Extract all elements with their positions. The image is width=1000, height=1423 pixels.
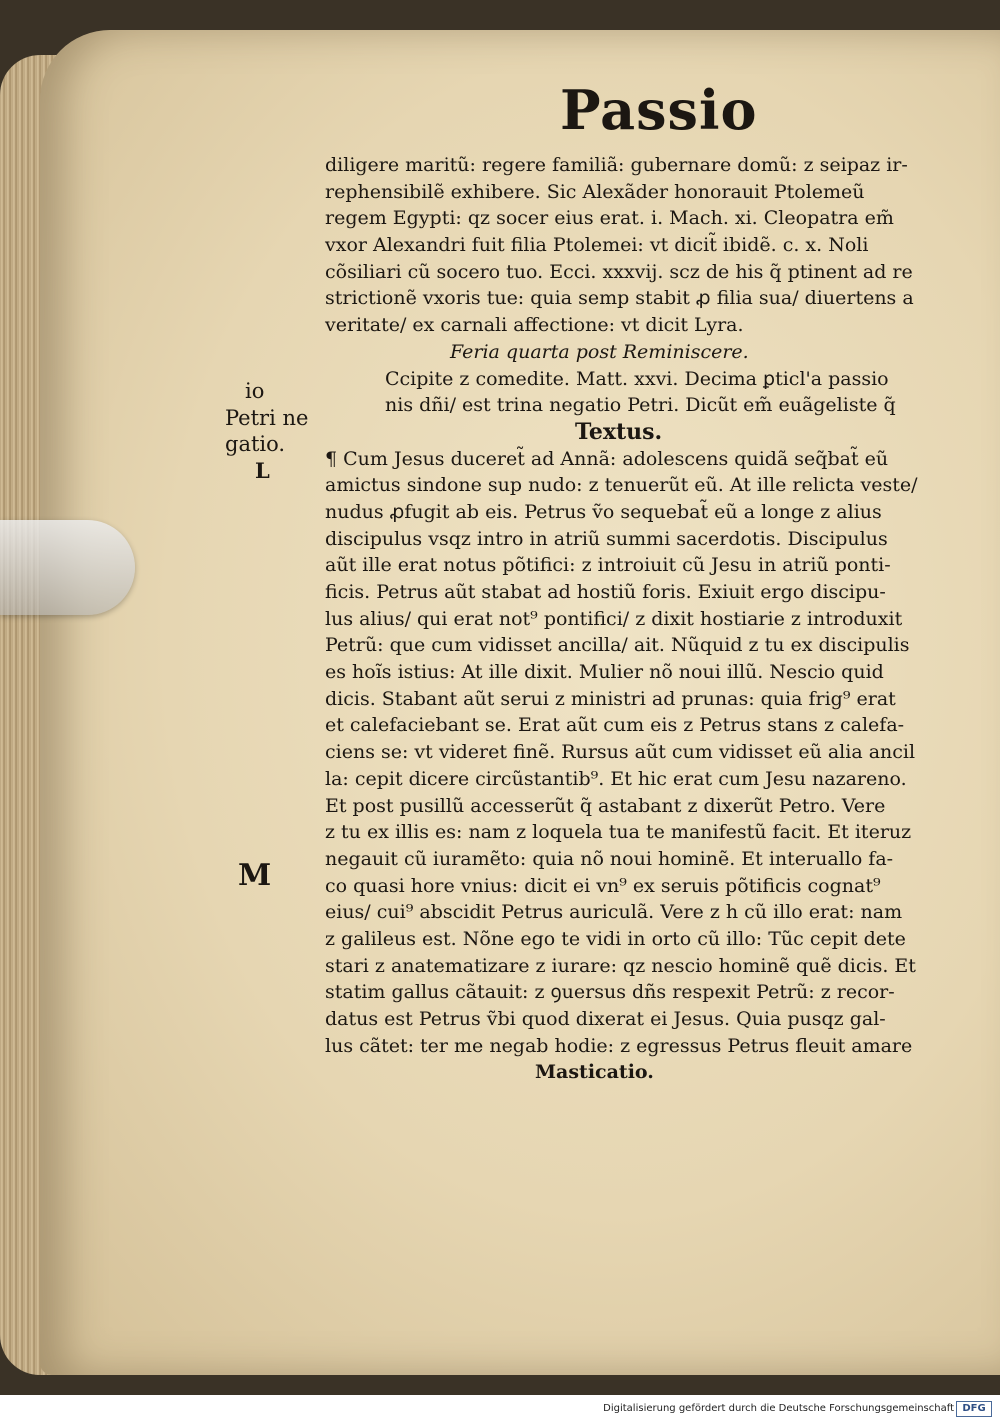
marginal-gloss xyxy=(225,378,325,485)
gloss-line: gatio. xyxy=(225,432,286,457)
text-line: ciens se: vt videret finẽ. Rursus aũt cum vidisset eũ alia ancil xyxy=(325,741,916,764)
text-line: statim gallus cãtauit: z ꝯuersus dñs respexit Petrũ: z recor- xyxy=(325,981,895,1004)
text-line: Petrũ: que cum vidisset ancilla/ ait. Nũquid z tu ex discipulis xyxy=(325,634,910,657)
marginal-mark: M xyxy=(238,858,272,893)
gloss-line: Petri ne xyxy=(225,405,309,430)
text-line: co quasi hore vnius: dicit ei vn⁹ ex seruis põtificis cognat⁹ xyxy=(325,874,881,897)
text-line: rephensibilẽ exhibere. Sic Alexãder honorauit Ptolemeũ xyxy=(325,180,865,203)
text-line: diligere maritũ: regere familiã: gubernare domũ: z seipaz ir- xyxy=(325,154,908,176)
text-line: vxor Alexandri fuit filia Ptolemei: vt dicit̃ ibidẽ. c. x. Noli xyxy=(325,234,869,257)
text-line: nis dñi/ est trina negatio Petri. Dicũt em̃ euãgeliste q̃ xyxy=(385,394,896,417)
footer-credit: Digitalisierung gefördert durch die Deutsche Forschungsgemeinschaft xyxy=(603,1403,954,1414)
section-heading: Feria quarta post Reminiscere. xyxy=(450,340,749,363)
text-line: stari z anatematizare z iurare: qz nescio hominẽ quẽ dicis. Et xyxy=(325,954,916,977)
text-line: z galileus est. Nõne ego te vidi in orto cũ illo: Tũc cepit dete xyxy=(325,927,906,950)
text-line: aũt ille erat notus põtifici: z introiuit cũ Jesu in atriũ ponti- xyxy=(325,554,891,577)
text-line: es hoĩs istius: At ille dixit. Mulier nõ noui illũ. Nescio quid xyxy=(325,661,884,684)
text-line: la: cepit dicere circũstantib⁹. Et hic erat cum Jesu nazareno. xyxy=(325,767,907,790)
text-line: cõsiliari cũ socero tuo. Ecci. xxxvij. scz de his q̃ ptinent ad re xyxy=(325,260,913,283)
text-line: z tu ex illis es: nam z loquela tua te manifestũ facit. Et iteruz xyxy=(325,821,912,844)
text-line: eius/ cui⁹ abscidit Petrus auriculã. Vere z h cũ illo erat: nam xyxy=(325,901,903,924)
text-line: lus cãtet: ter me negab hodie: z egressus Petrus fleuit amare xyxy=(325,1034,913,1057)
text-line: ¶ Cum Jesus duceret̃ ad Annã: adolescens quidã seq̃bat̃ eũ xyxy=(325,447,889,470)
text-line: Et post pusillũ accesserũt q̃ astabant z dixerũt Petro. Vere xyxy=(325,794,886,817)
textus-heading: Textus. xyxy=(575,418,663,445)
text-line: amictus sindone sup nudo: z tenuerũt eũ. At ille relicta veste/ xyxy=(325,474,918,497)
gloss-line: L xyxy=(255,458,270,484)
text-line: strictionẽ vxoris tue: quia semp stabit ꝓ filia sua/ diuertens a xyxy=(325,287,914,310)
gloss-line: io xyxy=(245,379,265,403)
text-line: veritate/ ex carnali affectione: vt dicit Lyra. xyxy=(325,314,744,337)
text-line: negauit cũ iuramẽto: quia nõ noui hominẽ. Et interuallo fa- xyxy=(325,847,894,870)
text-line: nudus ꝓfugit ab eis. Petrus ṽo sequebat̃ eũ a longe z alius xyxy=(325,500,882,523)
text-line: dicis. Stabant aũt serui z ministri ad prunas: quia frig⁹ erat xyxy=(325,687,896,710)
body-text xyxy=(325,152,945,1086)
text-line: lus alius/ qui erat not⁹ pontifici/ z dixit hostiarie z introduxit xyxy=(325,607,903,630)
dfg-logo-icon: DFG xyxy=(956,1401,992,1417)
text-line: ficis. Petrus aũt stabat ad hostiũ foris. Exiuit ergo discipu- xyxy=(325,581,886,603)
text-line: discipulus vsqz intro in atriũ summi sacerdotis. Discipulus xyxy=(325,527,888,550)
catchword: Masticatio. xyxy=(535,1061,654,1084)
text-line: regem Egypti: qz socer eius erat. i. Mach. xi. Cleopatra em̃ xyxy=(325,207,894,230)
footer-bar xyxy=(0,1395,1000,1423)
text-line: et calefaciebant se. Erat aũt cum eis z Petrus stans z calefa- xyxy=(325,714,905,737)
text-line: Ccipite z comedite. Matt. xxvi. Decima ꝑticl'a passio xyxy=(385,367,889,390)
page-clip xyxy=(0,520,135,615)
text-line: datus est Petrus ṽbi quod dixerat ei Jesus. Quia pusqz gal- xyxy=(325,1008,886,1030)
running-header: Passio xyxy=(560,78,758,142)
